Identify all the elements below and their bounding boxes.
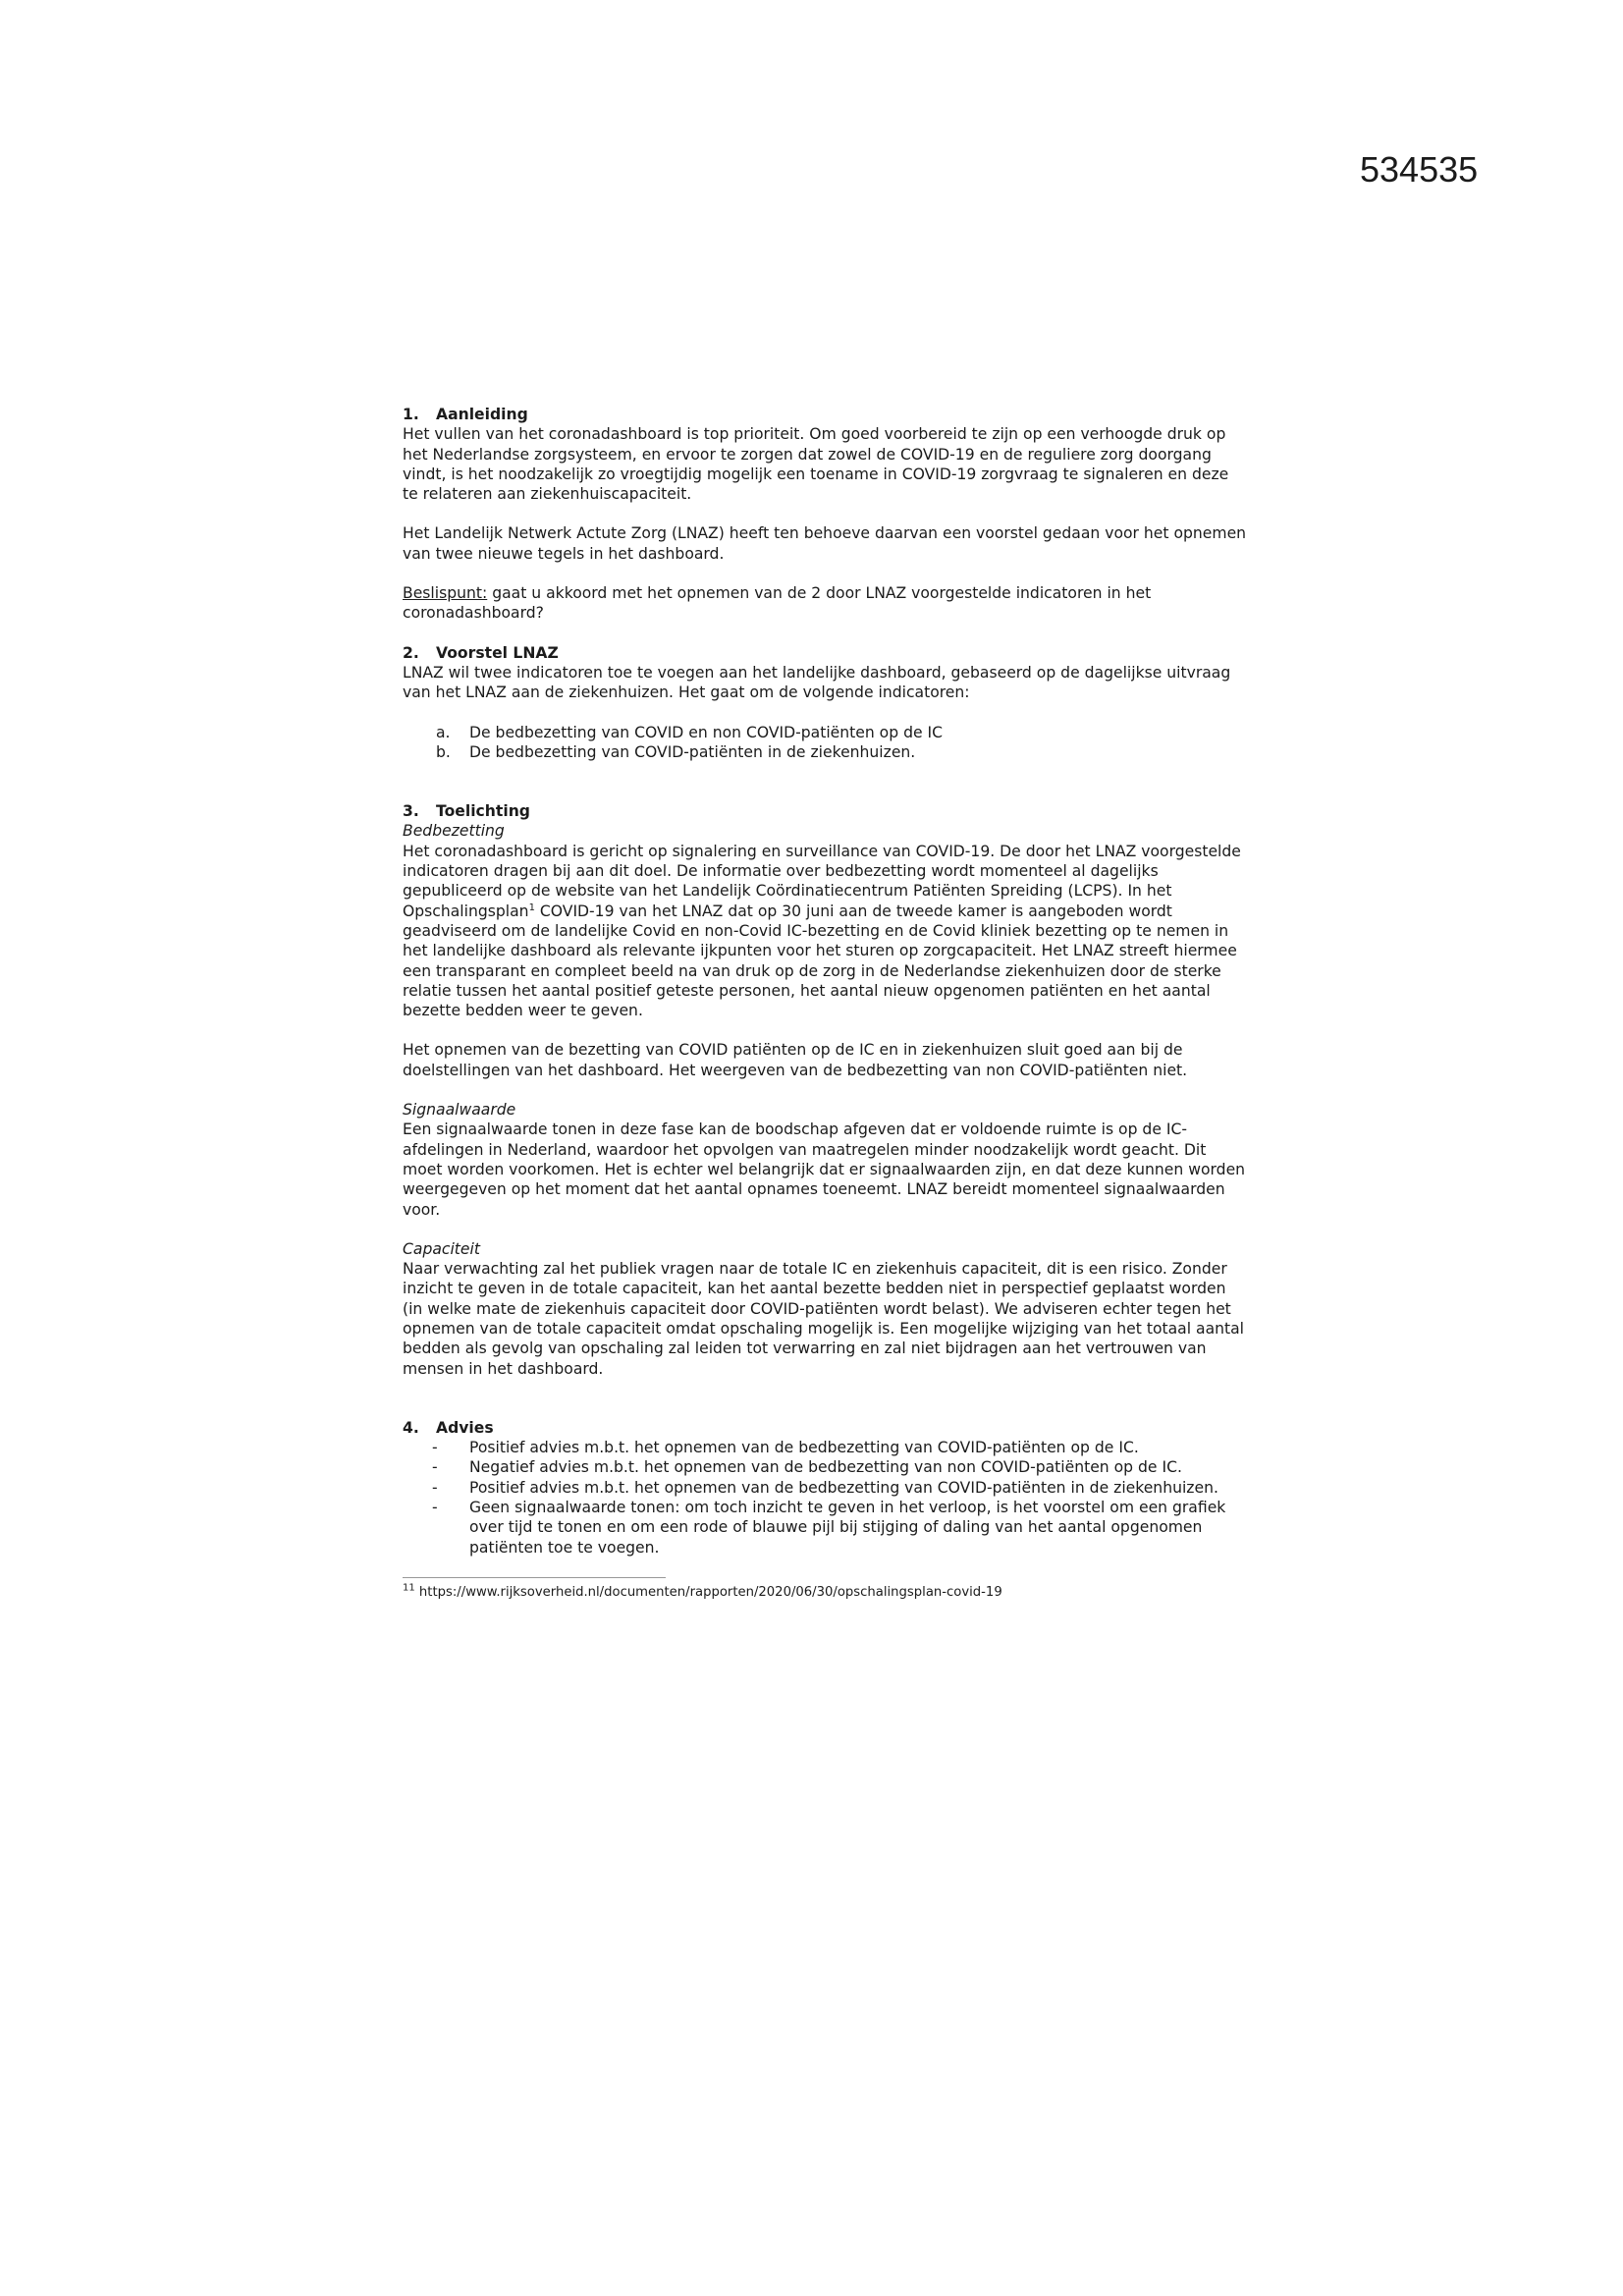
list-item: [403, 1478, 1247, 1498]
list-item-text: De bedbezetting van COVID-patiënten in de ziekenhuizen.: [469, 742, 916, 761]
section-number: 4.: [403, 1418, 419, 1437]
footnote-marker: 11: [403, 1582, 415, 1594]
document-body: [403, 405, 1247, 1601]
footnote-reference: 1: [528, 902, 535, 913]
paragraph-text: Het coronadashboard is gericht op signalering en surveillance van COVID-19. De door het LNAZ voorgestelde indicatoren dragen bij aan dit doel. De informatie over bedbezetting wordt momenteel al dagelijks gepubliceerd op de website van het Landelijk Coördinatiecentrum Patiënten Spreiding (LCPS). In het Opschalingsplan: [403, 842, 1241, 920]
list-item: [403, 1438, 1247, 1457]
list-item: [403, 1457, 1247, 1477]
section-3-heading: [403, 801, 1247, 821]
subheading: Bedbezetting: [403, 822, 505, 841]
section-2-heading: [403, 643, 1247, 663]
subheading: Signaalwaarde: [403, 1101, 516, 1120]
paragraph: Een signaalwaarde tonen in deze fase kan de boodschap afgeven dat er voldoende ruimte is op de IC-afdelingen in Nederland, waardoor het opvolgen van maatregelen minder noodzakelijk wordt geacht. Dit moet worden voorkomen. Het is echter wel belangrijk dat er signaalwaarden zijn, en dat deze kunnen worden weergegeven op het moment dat het aantal opnames toeneemt. LNAZ bereidt momenteel signaalwaarden voor.: [403, 1121, 1246, 1219]
paragraph: Het opnemen van de bezetting van COVID patiënten op de IC en in ziekenhuizen sluit goed aan bij de doelstellingen van het dashboard. Het weergeven van de bedbezetting van non COVID-patiënten niet.: [403, 1041, 1188, 1079]
footnote-separator: [403, 1577, 666, 1578]
subheading: Capaciteit: [403, 1239, 480, 1258]
footnote-link-text[interactable]: https://www.rijksoverheid.nl/documenten/rapporten/2020/06/30/opschalingsplan-covid-19: [414, 1584, 1002, 1600]
list-item-text: Negatief advies m.b.t. het opnemen van de bedbezetting van non COVID-patiënten op de IC.: [469, 1458, 1182, 1477]
list-marker: -: [432, 1478, 438, 1497]
paragraph: Het vullen van het coronadashboard is top prioriteit. Om goed voorbereid te zijn op een verhoogde druk op het Nederlandse zorgsysteem, en ervoor te zorgen dat zowel de COVID-19 en de reguliere zorg doorgang vindt, is het noodzakelijk zo vroegtijdig mogelijk een toename in COVID-19 zorgvraag te signaleren en deze te relateren aan ziekenhuiscapaciteit.: [403, 425, 1229, 504]
paragraph-text: COVID-19 van het LNAZ dat op 30 juni aan de tweede kamer is aangeboden wordt geadviseerd om de landelijke Covid en non-Covid IC-bezetting en de Covid kliniek bezetting op te nemen in het landelijke dashboard als relevante ijkpunten voor het sturen op zorgcapaciteit. Het LNAZ streeft hiermee een transparant en compleet beeld na van druk op de zorg in de Nederlandse ziekenhuizen door de sterke relatie tussen het aantal positief geteste personen, het aantal nieuw opgenomen patiënten en het aantal bezette bedden weer te geven.: [403, 902, 1237, 1020]
paragraph: Naar verwachting zal het publiek vragen naar de totale IC en ziekenhuis capaciteit, dit is een risico. Zonder inzicht te geven in de totale capaciteit, kan het aantal bezette bedden niet in perspectief geplaatst worden (in welke mate de ziekenhuis capaciteit door COVID-patiënten wordt belast). We adviseren echter tegen het opnemen van de totale capaciteit omdat opschaling mogelijk is. Een mogelijke wijziging van het totaal aantal bedden als gevolg van opschaling zal leiden tot verwarring en zal niet bijdragen aan het vertrouwen van mensen in het dashboard.: [403, 1260, 1245, 1378]
section-1-heading: [403, 405, 1247, 424]
paragraph: [403, 842, 1247, 1021]
decision-text: gaat u akkoord met het opnemen van de 2 door LNAZ voorgestelde indicatoren in het coronadashboard?: [403, 584, 1152, 623]
list-item: [403, 742, 1247, 762]
decision-point: [403, 583, 1247, 624]
list-item: [403, 723, 1247, 742]
list-marker: -: [432, 1439, 438, 1457]
indicator-list: [403, 723, 1247, 763]
paragraph: LNAZ wil twee indicatoren toe te voegen aan het landelijke dashboard, gebaseerd op de dagelijkse uitvraag van het LNAZ aan de ziekenhuizen. Het gaat om de volgende indicatoren:: [403, 663, 1231, 702]
section-title: Toelichting: [436, 802, 530, 821]
document-number: 534535: [1360, 149, 1479, 190]
section-title: Advies: [436, 1418, 494, 1437]
list-marker: b.: [436, 742, 451, 761]
list-marker: -: [432, 1458, 438, 1477]
section-number: 1.: [403, 406, 419, 423]
list-item-text: De bedbezetting van COVID en non COVID-patiënten op de IC: [469, 723, 944, 741]
advice-list: [403, 1438, 1247, 1558]
section-title: Aanleiding: [436, 406, 528, 423]
section-number: 2.: [403, 643, 419, 662]
section-number: 3.: [403, 802, 419, 821]
section-title: Voorstel LNAZ: [436, 643, 559, 662]
footnote: [403, 1584, 1247, 1601]
list-item-text: Geen signaalwaarde tonen: om toch inzicht te geven in het verloop, is het voorstel om een grafiek over tijd te tonen en om een rode of blauwe pijl bij stijging of daling van het aantal opgenomen patiënten toe te voegen.: [469, 1499, 1226, 1557]
list-item-text: Positief advies m.b.t. het opnemen van de bedbezetting van COVID-patiënten op de IC.: [469, 1439, 1139, 1457]
list-marker: a.: [436, 723, 451, 741]
paragraph: Het Landelijk Netwerk Actute Zorg (LNAZ) heeft ten behoeve daarvan een voorstel gedaan voor het opnemen van twee nieuwe tegels in het dashboard.: [403, 524, 1247, 563]
decision-label: Beslispunt:: [403, 584, 488, 603]
section-4-heading: [403, 1418, 1247, 1438]
list-marker: -: [432, 1499, 438, 1517]
list-item: [403, 1498, 1247, 1558]
list-item-text: Positief advies m.b.t. het opnemen van de bedbezetting van COVID-patiënten in de ziekenhuizen.: [469, 1478, 1218, 1497]
